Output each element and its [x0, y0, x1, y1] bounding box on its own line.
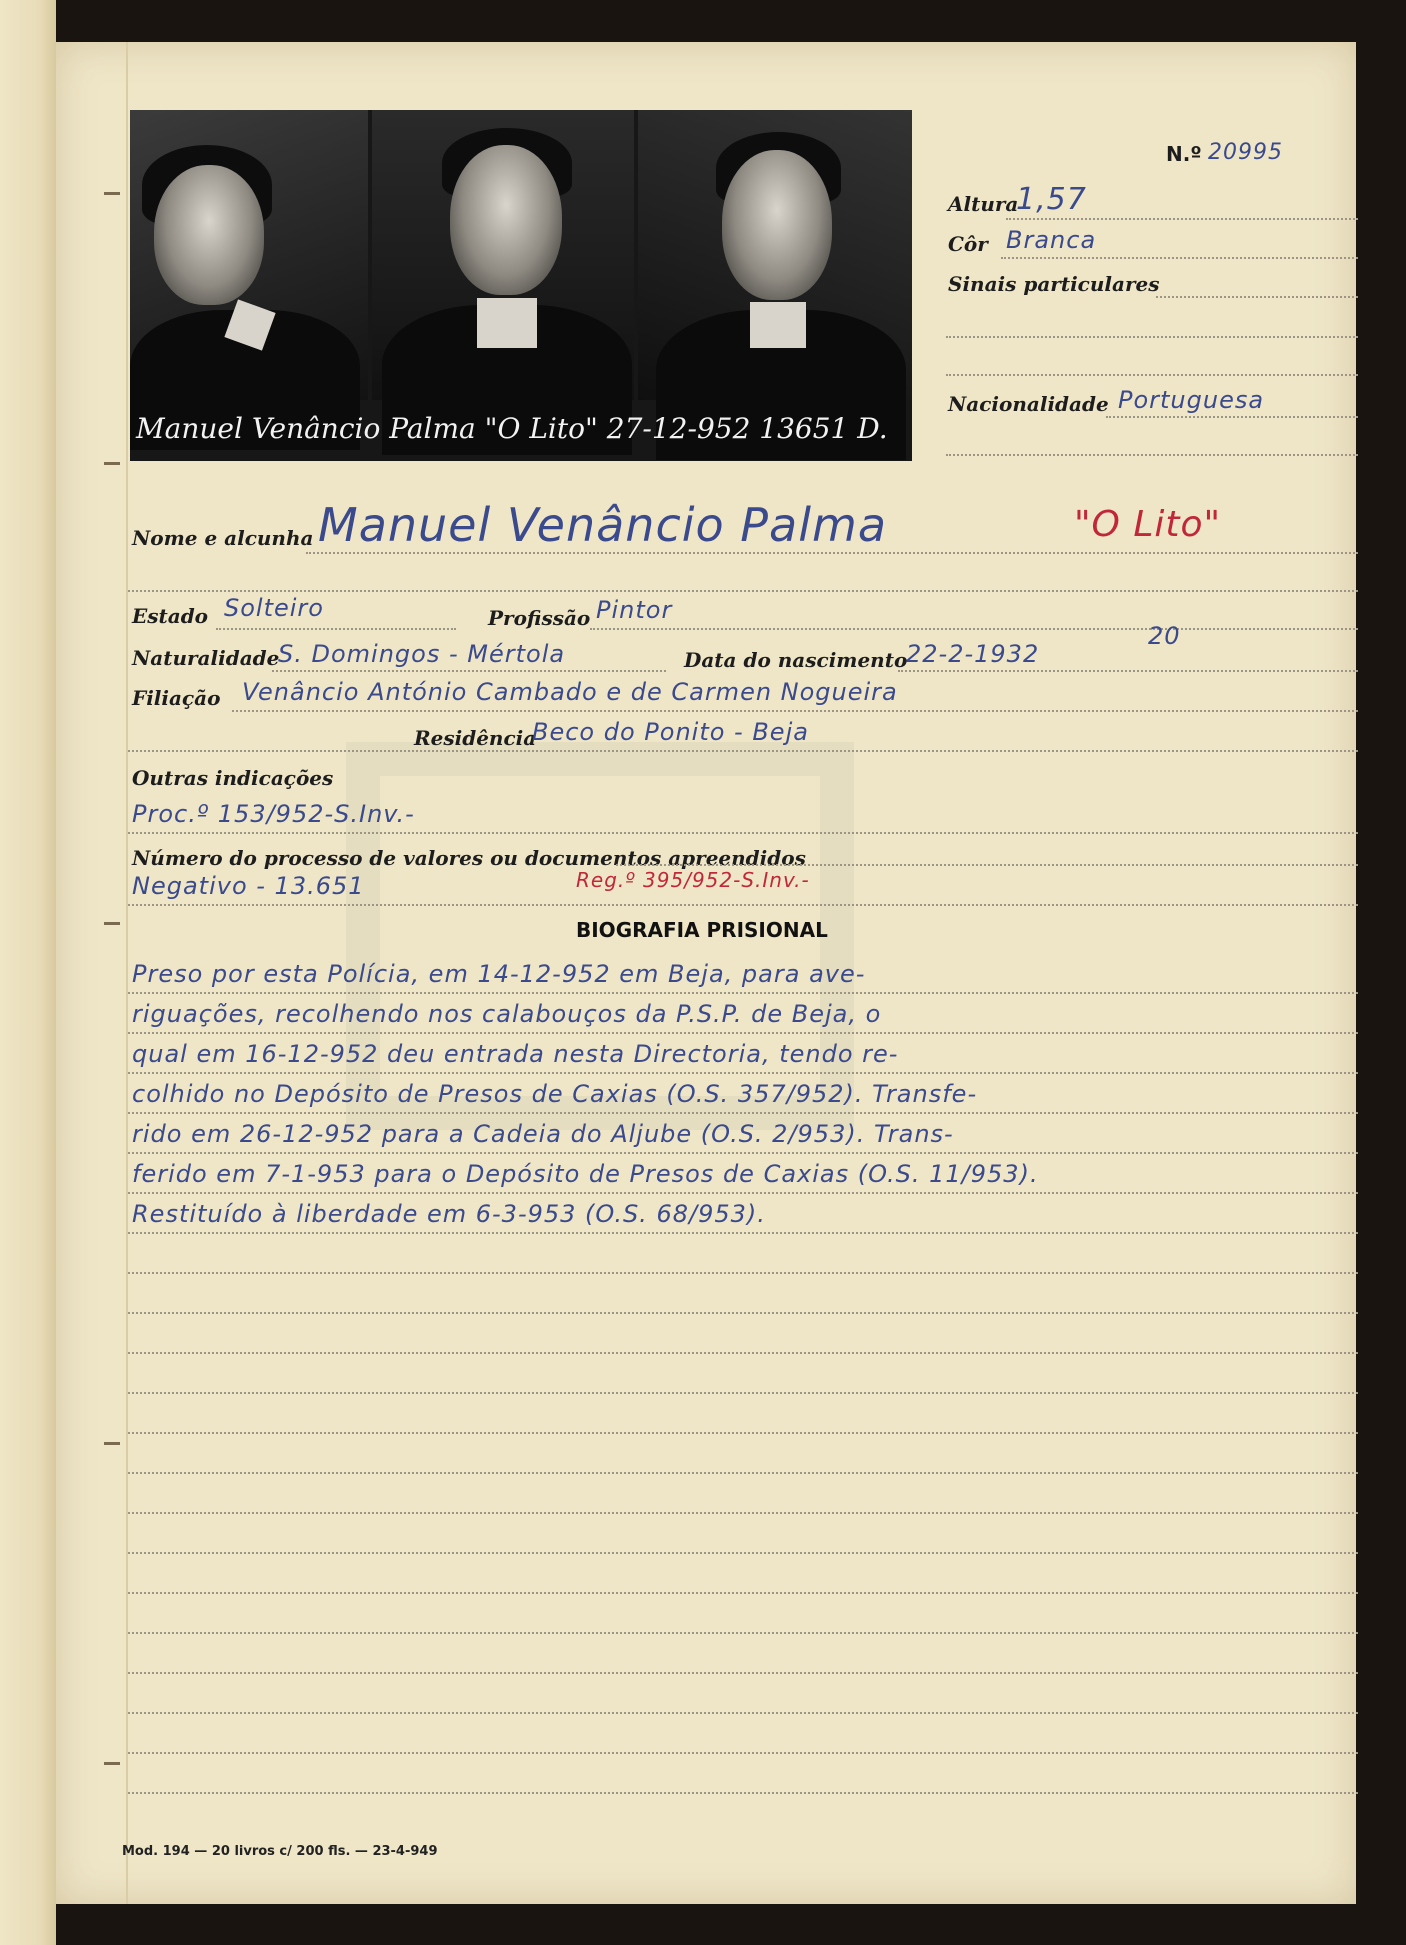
- binding-stitch: [104, 922, 120, 925]
- outras-label: Outras indicações: [132, 766, 334, 790]
- processo-red-note: Reg.º 395/952-S.Inv.-: [576, 868, 810, 892]
- ruled-line: [128, 1792, 1358, 1794]
- front-panel: [372, 110, 634, 400]
- height-label: Altura: [948, 192, 1019, 216]
- ruled-line: [128, 1552, 1358, 1554]
- bio-line: qual em 16-12-952 deu entrada nesta Directoria, tendo re-: [132, 1040, 899, 1068]
- bio-title: BIOGRAFIA PRISIONAL: [576, 918, 828, 942]
- ruled-line: [128, 1312, 1358, 1314]
- bio-line: Preso por esta Polícia, em 14-12-952 em Beja, para ave-: [132, 960, 866, 988]
- binding-stitch: [104, 1762, 120, 1765]
- estado-label: Estado: [132, 604, 209, 628]
- ruled-line: [128, 1592, 1358, 1594]
- bio-line: riguações, recolhendo nos calabouços da P.S.P. de Beja, o: [132, 1000, 882, 1028]
- ruled-line: [128, 1152, 1358, 1154]
- ruled-line: [128, 1472, 1358, 1474]
- ruled-line: [128, 1072, 1358, 1074]
- ruled-line: [128, 1672, 1358, 1674]
- ruled-line: [128, 1632, 1358, 1634]
- filiacao-value: Venâncio António Cambado e de Carmen Nogueira: [242, 678, 898, 706]
- ruled-line: [128, 1352, 1358, 1354]
- ruled-line: [128, 1512, 1358, 1514]
- height-value: 1,57: [1016, 182, 1087, 217]
- bio-line: colhido no Depósito de Presos de Caxias (O.S. 357/952). Transfe-: [132, 1080, 978, 1108]
- nickname-value: "O Lito": [1074, 504, 1222, 545]
- ruled-line: [128, 1712, 1358, 1714]
- ruled-line: [128, 1232, 1358, 1234]
- gutter-line: [126, 42, 128, 1904]
- birth-date-value: 22-2-1932: [906, 640, 1040, 668]
- ruled-line: [128, 1192, 1358, 1194]
- photo-caption: Manuel Venâncio Palma "O Lito" 27-12-952 13651 D.: [136, 412, 888, 445]
- name-value: Manuel Venâncio Palma: [318, 498, 888, 552]
- ruled-line: [128, 1752, 1358, 1754]
- ruled-line: [128, 1432, 1358, 1434]
- residencia-label: Residência: [414, 726, 537, 750]
- binding-stitch: [104, 1442, 120, 1445]
- naturalidade-value: S. Domingos - Mértola: [278, 640, 566, 668]
- residencia-value: Beco do Ponito - Beja: [532, 718, 809, 746]
- record-number-label: N.º: [1166, 142, 1202, 166]
- name-label: Nome e alcunha: [132, 526, 314, 550]
- ruled-line: [128, 1272, 1358, 1274]
- ruled-line: [128, 1032, 1358, 1034]
- color-label: Côr: [948, 232, 988, 256]
- bio-line: Restituído à liberdade em 6-3-953 (O.S. 68/953).: [132, 1200, 766, 1228]
- estado-value: Solteiro: [224, 594, 324, 622]
- ruled-line: [128, 992, 1358, 994]
- processo-value: Negativo - 13.651: [132, 872, 365, 900]
- marks-label: Sinais particulares: [948, 272, 1160, 296]
- binding-stitch: [104, 462, 120, 465]
- form-footer: Mod. 194 — 20 livros c/ 200 fls. — 23-4-949: [122, 1844, 438, 1859]
- outras-value: Proc.º 153/952-S.Inv.-: [132, 800, 415, 828]
- age-value: 20: [1148, 622, 1181, 650]
- filiacao-label: Filiação: [132, 686, 221, 710]
- profissao-label: Profissão: [488, 606, 591, 630]
- binding-stitch: [104, 192, 120, 195]
- color-value: Branca: [1006, 226, 1097, 254]
- record-page: [56, 42, 1356, 1904]
- birth-date-label: Data do nascimento: [684, 648, 908, 672]
- profile-panel: [130, 110, 368, 400]
- naturalidade-label: Naturalidade: [132, 646, 280, 670]
- record-number: 20995: [1208, 140, 1283, 165]
- three-quarter-panel: [638, 110, 912, 400]
- bio-line: ferido em 7-1-953 para o Depósito de Presos de Caxias (O.S. 11/953).: [132, 1160, 1039, 1188]
- nationality-label: Nacionalidade: [948, 392, 1109, 416]
- ruled-line: [128, 1112, 1358, 1114]
- ruled-line: [128, 1392, 1358, 1394]
- profissao-value: Pintor: [596, 596, 673, 624]
- mugshot-photo: [130, 110, 912, 461]
- bio-line: rido em 26-12-952 para a Cadeia do Aljube (O.S. 2/953). Trans-: [132, 1120, 954, 1148]
- book-binding: [0, 0, 56, 1945]
- processo-label: Número do processo de valores ou documentos apreendidos: [132, 846, 806, 870]
- nationality-value: Portuguesa: [1118, 386, 1265, 414]
